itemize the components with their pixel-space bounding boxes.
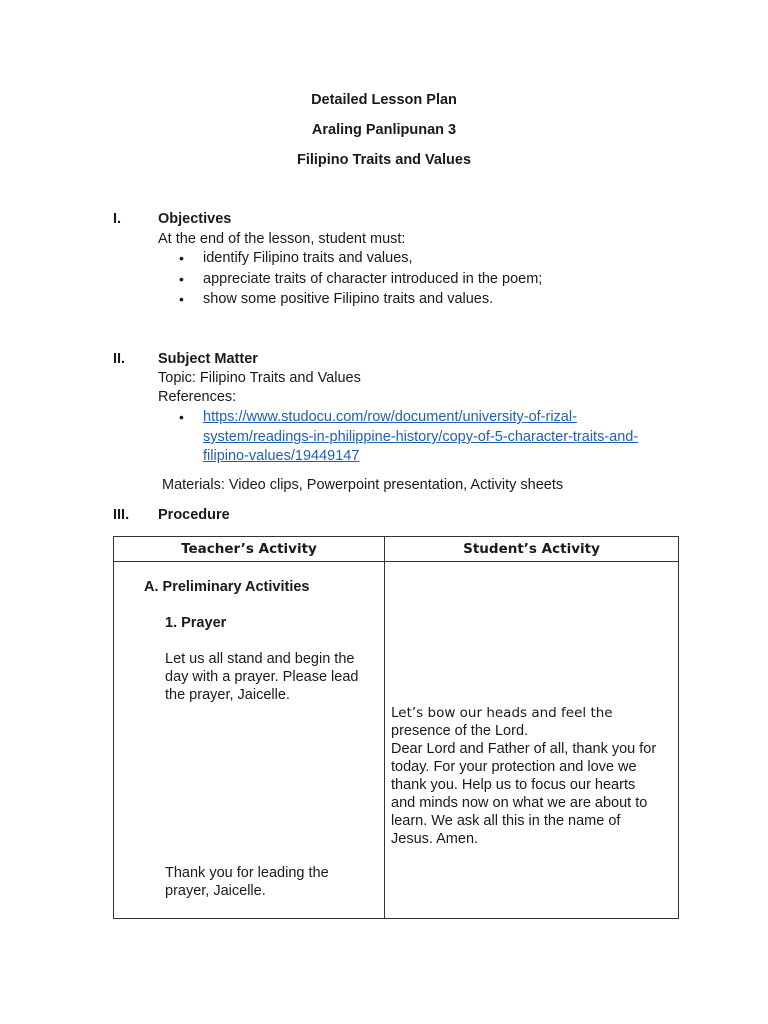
bullet-icon: • <box>179 409 184 425</box>
reference-link-line[interactable]: filipino-values/19449147 <box>203 448 360 464</box>
teacher-instruction <box>165 650 358 704</box>
reference-link-line[interactable]: system/readings-in-philippine-history/copy-of-5-character-traits-and- <box>203 429 639 445</box>
objectives-heading: Objectives <box>158 211 232 227</box>
reference-link-line[interactable]: https://www.studocu.com/row/document/university-of-rizal- <box>203 409 577 425</box>
bullet-icon: • <box>179 271 184 287</box>
text-line: Dear Lord and Father of all, thank you for <box>391 741 657 757</box>
prayer-heading: 1. Prayer <box>165 615 227 631</box>
subject-matter-numeral: II. <box>113 351 126 367</box>
text-line: Let’s bow our heads and feel the <box>391 705 613 721</box>
subject-matter-topic: Topic: Filipino Traits and Values <box>158 370 361 386</box>
bullet-icon: • <box>179 250 184 266</box>
text-line: Jesus. Amen. <box>391 831 479 847</box>
teacher-activity-header: Teacher’s Activity <box>114 537 385 562</box>
document-topic: Filipino Traits and Values <box>296 152 472 168</box>
text-line: Let us all stand and begin the <box>165 651 355 667</box>
materials-text: Materials: Video clips, Powerpoint presentation, Activity sheets <box>162 477 564 493</box>
text-line: day with a prayer. Please lead <box>165 669 359 685</box>
text-line: the prayer, Jaicelle. <box>165 687 290 703</box>
procedure-heading: Procedure <box>158 507 230 523</box>
references-label: References: <box>158 389 237 405</box>
objective-text: show some positive Filipino traits and values. <box>203 291 494 307</box>
teacher-thanks <box>165 864 329 900</box>
text-line: Thank you for leading the <box>165 865 329 881</box>
objective-text: identify Filipino traits and values, <box>203 250 413 266</box>
text-line: presence of the Lord. <box>391 723 529 739</box>
section-a-heading: A. Preliminary Activities <box>144 579 310 595</box>
document-subject: Araling Panlipunan 3 <box>311 122 457 138</box>
text-line: and minds now on what we are about to <box>391 795 648 811</box>
student-prayer <box>391 704 656 848</box>
student-activity-header: Student’s Activity <box>385 537 679 562</box>
text-line: learn. We ask all this in the name of <box>391 813 621 829</box>
table-row <box>114 562 679 919</box>
objective-text: appreciate traits of character introduced in the poem; <box>203 271 543 287</box>
objectives-intro: At the end of the lesson, student must: <box>158 231 406 247</box>
teacher-activity-cell <box>114 562 385 919</box>
procedure-table <box>113 536 679 919</box>
text-line: today. For your protection and love we <box>391 759 637 775</box>
text-line: thank you. Help us to focus our hearts <box>391 777 636 793</box>
subject-matter-heading: Subject Matter <box>158 351 258 367</box>
objectives-numeral: I. <box>113 211 122 227</box>
table-header-row <box>114 537 679 562</box>
procedure-numeral: III. <box>113 507 130 523</box>
document-title: Detailed Lesson Plan <box>311 92 457 108</box>
student-activity-cell <box>385 562 679 919</box>
bullet-icon: • <box>179 291 184 307</box>
text-line: prayer, Jaicelle. <box>165 883 266 899</box>
